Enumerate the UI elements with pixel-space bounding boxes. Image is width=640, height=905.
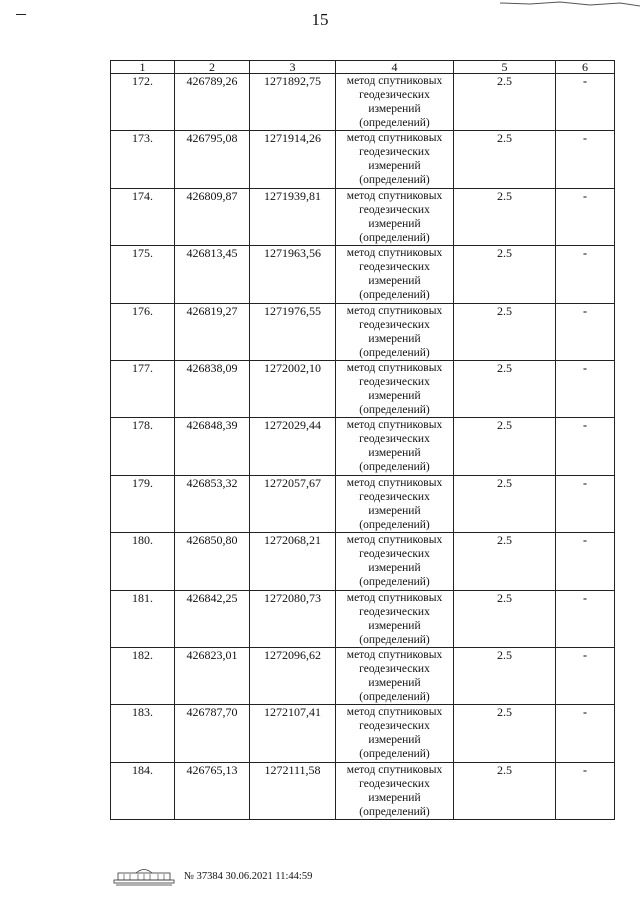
accuracy-value: 2.5 bbox=[454, 647, 556, 704]
coordinate-y: 1272002,10 bbox=[250, 360, 336, 417]
coordinate-x: 426809,87 bbox=[175, 188, 250, 245]
note-value: - bbox=[556, 762, 615, 819]
note-value: - bbox=[556, 246, 615, 303]
method-line: метод спутниковых bbox=[346, 361, 443, 374]
col-header-1: 1 bbox=[111, 61, 175, 74]
method-line: измерений bbox=[368, 447, 421, 460]
method-line: (определений) bbox=[359, 461, 430, 474]
method-line: геодезических bbox=[359, 720, 430, 733]
method-line: (определений) bbox=[359, 174, 430, 187]
method-line: измерений bbox=[368, 389, 421, 402]
method-line: (определений) bbox=[359, 403, 430, 416]
coordinate-x: 426823,01 bbox=[175, 647, 250, 704]
point-number: 175. bbox=[111, 246, 175, 303]
method-line: (определений) bbox=[359, 346, 430, 359]
note-value: - bbox=[556, 705, 615, 762]
method-line: (определений) bbox=[359, 805, 430, 818]
method-line: геодезических bbox=[359, 89, 430, 101]
method-line: измерений bbox=[368, 504, 421, 517]
method-line: метод спутниковых bbox=[346, 591, 443, 604]
coordinate-x: 426795,08 bbox=[175, 131, 250, 188]
method-line: метод спутниковых bbox=[346, 247, 443, 260]
note-value: - bbox=[556, 533, 615, 590]
col-header-3: 3 bbox=[250, 61, 336, 74]
method-cell bbox=[336, 131, 454, 188]
table-row bbox=[111, 705, 615, 762]
method-line: геодезических bbox=[359, 777, 430, 790]
note-value: - bbox=[556, 360, 615, 417]
method-line: метод спутниковых bbox=[346, 132, 443, 145]
coordinate-y: 1272107,41 bbox=[250, 705, 336, 762]
method-line: измерений bbox=[368, 734, 421, 747]
method-line: метод спутниковых bbox=[346, 706, 443, 719]
method-line: (определений) bbox=[359, 231, 430, 244]
method-cell bbox=[336, 705, 454, 762]
point-number: 180. bbox=[111, 533, 175, 590]
method-line: геодезических bbox=[359, 318, 430, 331]
table-row bbox=[111, 762, 615, 819]
point-number: 184. bbox=[111, 762, 175, 819]
table-row bbox=[111, 74, 615, 131]
legislature-building-stamp bbox=[112, 866, 176, 886]
method-line: геодезических bbox=[359, 375, 430, 388]
col-header-6: 6 bbox=[556, 61, 615, 74]
note-value: - bbox=[556, 74, 615, 131]
method-line: геодезических bbox=[359, 261, 430, 274]
method-line: измерений bbox=[368, 275, 421, 288]
method-line: измерений bbox=[368, 332, 421, 345]
coordinate-x: 426787,70 bbox=[175, 705, 250, 762]
point-number: 178. bbox=[111, 418, 175, 475]
point-number: 183. bbox=[111, 705, 175, 762]
point-number: 173. bbox=[111, 131, 175, 188]
method-line: геодезических bbox=[359, 146, 430, 159]
coordinate-y: 1271914,26 bbox=[250, 131, 336, 188]
method-cell bbox=[336, 246, 454, 303]
method-line: измерений bbox=[368, 791, 421, 804]
method-line: (определений) bbox=[359, 518, 430, 531]
method-cell bbox=[336, 74, 454, 131]
coordinate-y: 1271939,81 bbox=[250, 188, 336, 245]
accuracy-value: 2.5 bbox=[454, 246, 556, 303]
method-line: (определений) bbox=[359, 748, 430, 761]
method-cell bbox=[336, 303, 454, 360]
method-line: (определений) bbox=[359, 576, 430, 589]
method-cell bbox=[336, 418, 454, 475]
method-line: метод спутниковых bbox=[346, 534, 443, 547]
table-row bbox=[111, 303, 615, 360]
point-number: 179. bbox=[111, 475, 175, 532]
table-row bbox=[111, 590, 615, 647]
accuracy-value: 2.5 bbox=[454, 475, 556, 532]
coordinate-x: 426848,39 bbox=[175, 418, 250, 475]
coordinate-x: 426850,80 bbox=[175, 533, 250, 590]
accuracy-value: 2.5 bbox=[454, 188, 556, 245]
method-cell bbox=[336, 188, 454, 245]
point-number: 174. bbox=[111, 188, 175, 245]
method-line: (определений) bbox=[359, 690, 430, 703]
note-value: - bbox=[556, 418, 615, 475]
method-line: (определений) bbox=[359, 289, 430, 302]
method-line: измерений bbox=[368, 619, 421, 632]
method-line: метод спутниковых bbox=[346, 648, 443, 661]
coordinate-y: 1271963,56 bbox=[250, 246, 336, 303]
point-number: 177. bbox=[111, 360, 175, 417]
method-line: метод спутниковых bbox=[346, 763, 443, 776]
method-line: геодезических bbox=[359, 433, 430, 446]
table-row bbox=[111, 533, 615, 590]
coordinate-x: 426789,26 bbox=[175, 74, 250, 131]
registration-stamp: № 37384 30.06.2021 11:44:59 bbox=[184, 870, 313, 882]
accuracy-value: 2.5 bbox=[454, 762, 556, 819]
method-line: (определений) bbox=[359, 117, 430, 129]
coordinate-y: 1271976,55 bbox=[250, 303, 336, 360]
point-number: 172. bbox=[111, 74, 175, 131]
accuracy-value: 2.5 bbox=[454, 360, 556, 417]
accuracy-value: 2.5 bbox=[454, 418, 556, 475]
note-value: - bbox=[556, 131, 615, 188]
accuracy-value: 2.5 bbox=[454, 131, 556, 188]
note-value: - bbox=[556, 303, 615, 360]
table-row bbox=[111, 647, 615, 704]
method-line: геодезических bbox=[359, 548, 430, 561]
page-number: 15 bbox=[311, 10, 329, 29]
method-cell bbox=[336, 475, 454, 532]
coordinate-x: 426765,13 bbox=[175, 762, 250, 819]
coordinate-y: 1272068,21 bbox=[250, 533, 336, 590]
accuracy-value: 2.5 bbox=[454, 74, 556, 131]
coordinate-y: 1271892,75 bbox=[250, 74, 336, 131]
point-number: 176. bbox=[111, 303, 175, 360]
note-value: - bbox=[556, 475, 615, 532]
header-row bbox=[111, 61, 615, 74]
method-line: (определений) bbox=[359, 633, 430, 646]
method-cell bbox=[336, 647, 454, 704]
coordinate-x: 426838,09 bbox=[175, 360, 250, 417]
method-line: метод спутниковых bbox=[346, 304, 443, 317]
coordinate-y: 1272057,67 bbox=[250, 475, 336, 532]
coordinate-y: 1272111,58 bbox=[250, 762, 336, 819]
table-row bbox=[111, 188, 615, 245]
table-body bbox=[111, 74, 615, 820]
coordinate-x: 426853,32 bbox=[175, 475, 250, 532]
accuracy-value: 2.5 bbox=[454, 705, 556, 762]
accuracy-value: 2.5 bbox=[454, 590, 556, 647]
method-line: измерений bbox=[368, 676, 421, 689]
table-row bbox=[111, 475, 615, 532]
method-line: измерений bbox=[368, 562, 421, 575]
method-line: геодезических bbox=[359, 490, 430, 503]
method-line: измерений bbox=[368, 160, 421, 173]
table-row bbox=[111, 418, 615, 475]
coordinate-y: 1272029,44 bbox=[250, 418, 336, 475]
table-header bbox=[111, 61, 615, 74]
method-cell bbox=[336, 533, 454, 590]
method-line: метод спутниковых bbox=[346, 476, 443, 489]
method-line: метод спутниковых bbox=[346, 419, 443, 432]
coordinate-y: 1272096,62 bbox=[250, 647, 336, 704]
method-cell bbox=[336, 590, 454, 647]
coordinate-x: 426819,27 bbox=[175, 303, 250, 360]
scan-edge-artifact bbox=[500, 0, 640, 10]
method-line: измерений bbox=[368, 217, 421, 230]
method-line: геодезических bbox=[359, 605, 430, 618]
method-cell bbox=[336, 762, 454, 819]
table-row bbox=[111, 131, 615, 188]
point-number: 182. bbox=[111, 647, 175, 704]
method-line: геодезических bbox=[359, 203, 430, 216]
table-row bbox=[111, 246, 615, 303]
point-number: 181. bbox=[111, 590, 175, 647]
method-line: геодезических bbox=[359, 662, 430, 675]
accuracy-value: 2.5 bbox=[454, 303, 556, 360]
col-header-2: 2 bbox=[175, 61, 250, 74]
method-cell bbox=[336, 360, 454, 417]
method-line: метод спутниковых bbox=[346, 189, 443, 202]
coordinate-y: 1272080,73 bbox=[250, 590, 336, 647]
note-value: - bbox=[556, 590, 615, 647]
col-header-5: 5 bbox=[454, 61, 556, 74]
method-line: измерений bbox=[368, 103, 421, 115]
accuracy-value: 2.5 bbox=[454, 533, 556, 590]
footer bbox=[112, 866, 312, 886]
col-header-4: 4 bbox=[336, 61, 454, 74]
coordinate-x: 426813,45 bbox=[175, 246, 250, 303]
table-row bbox=[111, 360, 615, 417]
method-line: метод спутниковых bbox=[346, 75, 443, 87]
note-value: - bbox=[556, 188, 615, 245]
coordinate-x: 426842,25 bbox=[175, 590, 250, 647]
coordinates-table bbox=[110, 60, 615, 820]
note-value: - bbox=[556, 647, 615, 704]
